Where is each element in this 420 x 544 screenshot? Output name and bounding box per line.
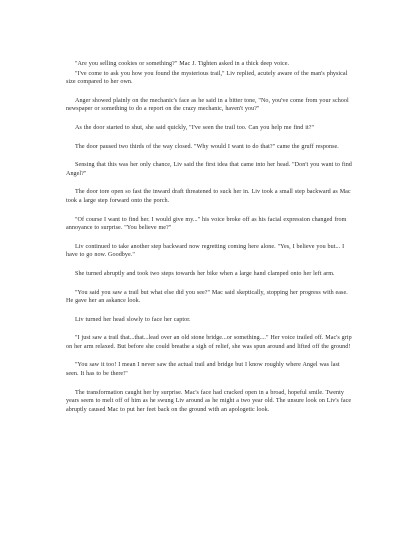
paragraph: As the door started to shut, she said quickly, "I've seen the trail too. Can you help me find it?" [75, 124, 314, 131]
paragraph: "You saw it too! I mean I never saw the actual trail and bridge but I know roughly where Angel was last seen. It has to be there!" [66, 362, 340, 378]
paragraph: Anger showed plainly on the mechanic's face as he said in a bitter tone, "No, you've come from your school newspaper or something to do a report on the crazy mechanic, haven't you?" [66, 97, 349, 113]
paragraph: "I just saw a trail that...that...lead over an old stone bridge...or something...." Her voice trailed off. Mac's grip on her arm relaxed. But before she could breathe a sigh of relief, she was spun around and lifted off the ground! [66, 335, 352, 350]
paragraph: "You said you saw a trail but what else did you see?" Mac said skeptically, stopping her progress with ease. He gave her an askance look. [66, 289, 348, 305]
paragraph: "I've come to ask you how you found the mysterious trail," Liv replied, acutely aware of the man's physical size compared to her own. [66, 70, 348, 86]
paragraph: Liv turned her head slowly to face her captor. [75, 316, 191, 323]
paragraph: Liv continued to take another step backward now regretting coming here alone. "Yes, I believe you but... I have to go now. Goodbye." [66, 243, 345, 259]
paragraph: The door paused two thirds of the way closed. "Why would I want to do that?" came the gruff response. [75, 143, 339, 150]
paragraph: She turned abruptly and took two steps towards her bike when a large hand clamped onto her left arm. [75, 270, 335, 277]
paragraph: "Are you selling cookies or something?" Mac J. Tighten asked in a thick deep voice. [75, 61, 290, 67]
paragraph: Sensing that this was her only chance, Liv said the first idea that came into her head. "Don't you want to find Angel?" [66, 162, 352, 177]
paragraph: "Of course I want to find her. I would give my..." his voice broke off as his facial expression changed from annoyance to surprise. "You believe me?" [66, 216, 347, 232]
paragraph: The transformation caught her by surprise. Mac's face had cracked open in a broad, hopeful smile. Twenty years seem to melt off of him as he swung Liv around as he might a two year old. The unsure look on Liv's face abruptly caused Mac to put her feet back on the ground with an apologetic look. [66, 389, 352, 413]
paragraph: The door tore open so fast the inward draft threatened to suck her in. Liv took a small step backward as Mac took a large step forward onto the porch. [66, 189, 351, 204]
